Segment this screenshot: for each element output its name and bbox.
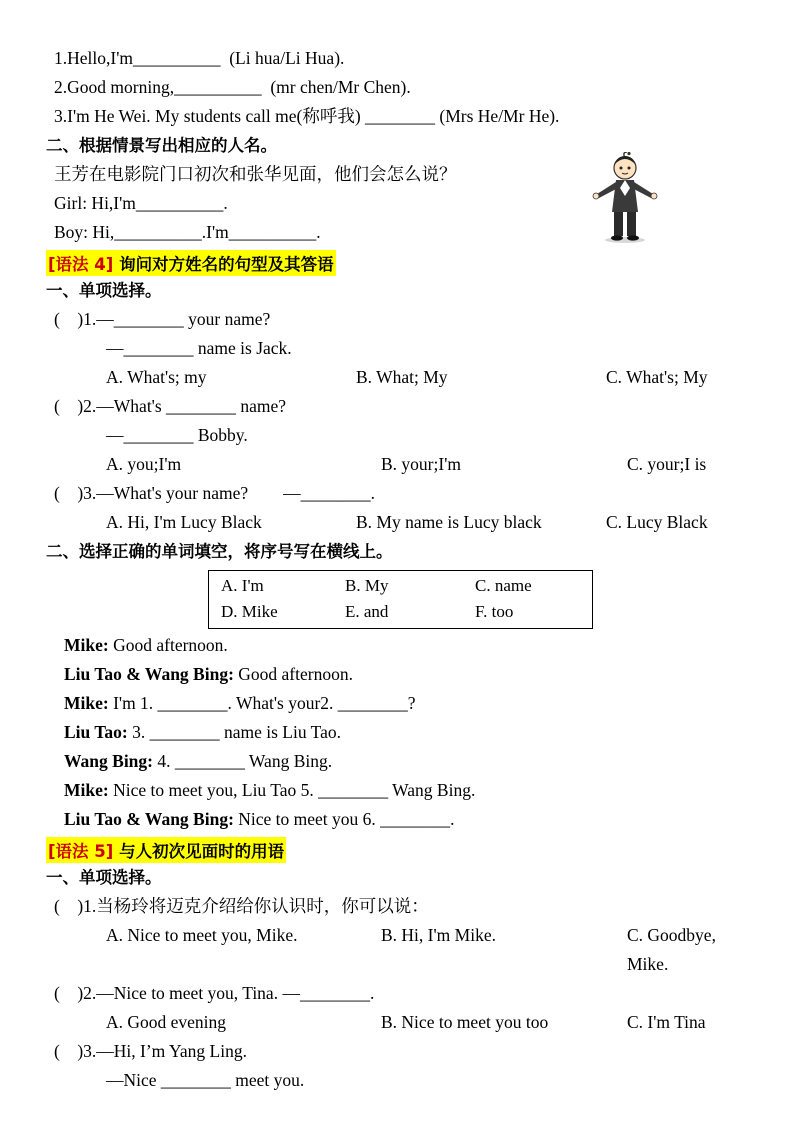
choice-a[interactable]: A. Nice to meet you, Mike. [106, 925, 298, 945]
dialog-line [46, 631, 747, 660]
grammar4-heading-banner [46, 247, 747, 276]
word-option[interactable]: E. and [345, 602, 389, 621]
dialog-speaker: Wang Bing: [64, 751, 153, 771]
dialog-line [46, 660, 747, 689]
grammar4-tag: [语法 4] [48, 255, 114, 274]
fill-blank-item: 3.I'm He Wei. My students call me(称呼我) ________ (Mrs He/Mr He). [54, 106, 560, 126]
choice-c[interactable]: C. I'm Tina [627, 1012, 706, 1032]
dialog-line [46, 747, 747, 776]
question-stem: ( )3.—What's your name? —________. [54, 483, 376, 503]
word-bank-row [209, 573, 592, 599]
grammar5-tag: [语法 5] [48, 842, 114, 861]
dialog-line [46, 776, 747, 805]
word-option[interactable]: F. too [475, 602, 514, 621]
choice-a[interactable]: A. Hi, I'm Lucy Black [106, 512, 262, 532]
dialog-speaker: Liu Tao & Wang Bing: [64, 809, 234, 829]
grammar4-title: 询问对方姓名的句型及其答语 [119, 255, 334, 274]
word-bank-row [209, 599, 592, 625]
dialog-speaker: Mike: [64, 693, 109, 713]
choice-b[interactable]: B. Hi, I'm Mike. [381, 925, 496, 945]
choice-row [46, 508, 747, 537]
dialog-text: Nice to meet you, Liu Tao 5. ________ Wang Bing. [108, 780, 476, 800]
choice-a[interactable]: A. Good evening [106, 1012, 227, 1032]
dialog-speaker: Liu Tao & Wang Bing: [64, 664, 234, 684]
dialog-text: Good afternoon. [108, 635, 228, 655]
word-option[interactable]: D. Mike [221, 602, 278, 621]
choice-row [46, 1008, 747, 1037]
question-stem: ( )3.—Hi, I’m Yang Ling. [54, 1041, 247, 1061]
word-option[interactable]: A. I'm [221, 576, 264, 595]
word-option[interactable]: B. My [345, 576, 389, 595]
dialog-text: 4. ________ Wang Bing. [153, 751, 333, 771]
question-stem: ( )1.当杨玲将迈克介绍给你认识时，你可以说： [54, 896, 429, 916]
choice-b[interactable]: B. My name is Lucy black [356, 512, 542, 532]
question-stem: ( )2.—Nice to meet you, Tina. —________. [54, 983, 375, 1003]
grammar4-part1-heading: 一、单项选择。 [46, 281, 162, 300]
choice-b[interactable]: B. your;I'm [381, 454, 461, 474]
choice-b[interactable]: B. Nice to meet you too [381, 1012, 549, 1032]
fill-blank-item: 2.Good morning,__________ (mr chen/Mr Chen). [54, 77, 411, 97]
choice-c[interactable]: C. What's; My [606, 367, 708, 387]
question-substem: —Nice ________ meet you. [106, 1070, 305, 1090]
fill-blank-item: 1.Hello,I'm__________ (Li hua/Li Hua). [54, 48, 345, 68]
grammar5-title: 与人初次见面时的用语 [119, 842, 285, 861]
choice-b[interactable]: B. What; My [356, 367, 448, 387]
scenario-prompt: 王芳在电影院门口初次和张华见面，他们会怎么说？ [54, 164, 457, 184]
dialog-text: 3. ________ name is Liu Tao. [127, 722, 342, 742]
question-substem: —________ Bobby. [106, 425, 248, 445]
question-stem: ( )2.—What's ________ name? [54, 396, 287, 416]
dialog-line [46, 689, 747, 718]
choice-c[interactable]: C. Lucy Black [606, 512, 708, 532]
section-heading-two: 二、根据情景写出相应的人名。 [46, 136, 277, 155]
dialog-text: Nice to meet you 6. ________. [233, 809, 455, 829]
choice-c[interactable]: C. your;I is [627, 454, 707, 474]
question-substem: —________ name is Jack. [106, 338, 292, 358]
choice-row [46, 363, 747, 392]
dialog-speaker: Mike: [64, 635, 109, 655]
choice-a[interactable]: A. What's; my [106, 367, 207, 387]
dialog-line-girl: Girl: Hi,I'm__________. [54, 193, 228, 213]
word-option[interactable]: C. name [475, 576, 532, 595]
word-bank-box [208, 570, 593, 629]
choice-a[interactable]: A. you;I'm [106, 454, 182, 474]
dialog-line-boy: Boy: Hi,__________.I'm__________. [54, 222, 321, 242]
dialog-line [46, 805, 747, 834]
dialog-text: Good afternoon. [233, 664, 353, 684]
question-stem: ( )1.—________ your name? [54, 309, 271, 329]
grammar5-heading-banner [46, 834, 747, 863]
dialog-text: I'm 1. ________. What's your2. ________? [108, 693, 416, 713]
dialog-line [46, 718, 747, 747]
grammar5-part1-heading: 一、单项选择。 [46, 868, 162, 887]
cartoon-boy-illustration [589, 152, 661, 242]
choice-row [46, 921, 747, 979]
choice-c[interactable]: C. Goodbye, Mike. [627, 925, 716, 974]
dialog-speaker: Liu Tao: [64, 722, 128, 742]
choice-row [46, 450, 747, 479]
grammar4-part2-heading: 二、选择正确的单词填空，将序号写在横线上。 [46, 542, 393, 561]
dialog-speaker: Mike: [64, 780, 109, 800]
